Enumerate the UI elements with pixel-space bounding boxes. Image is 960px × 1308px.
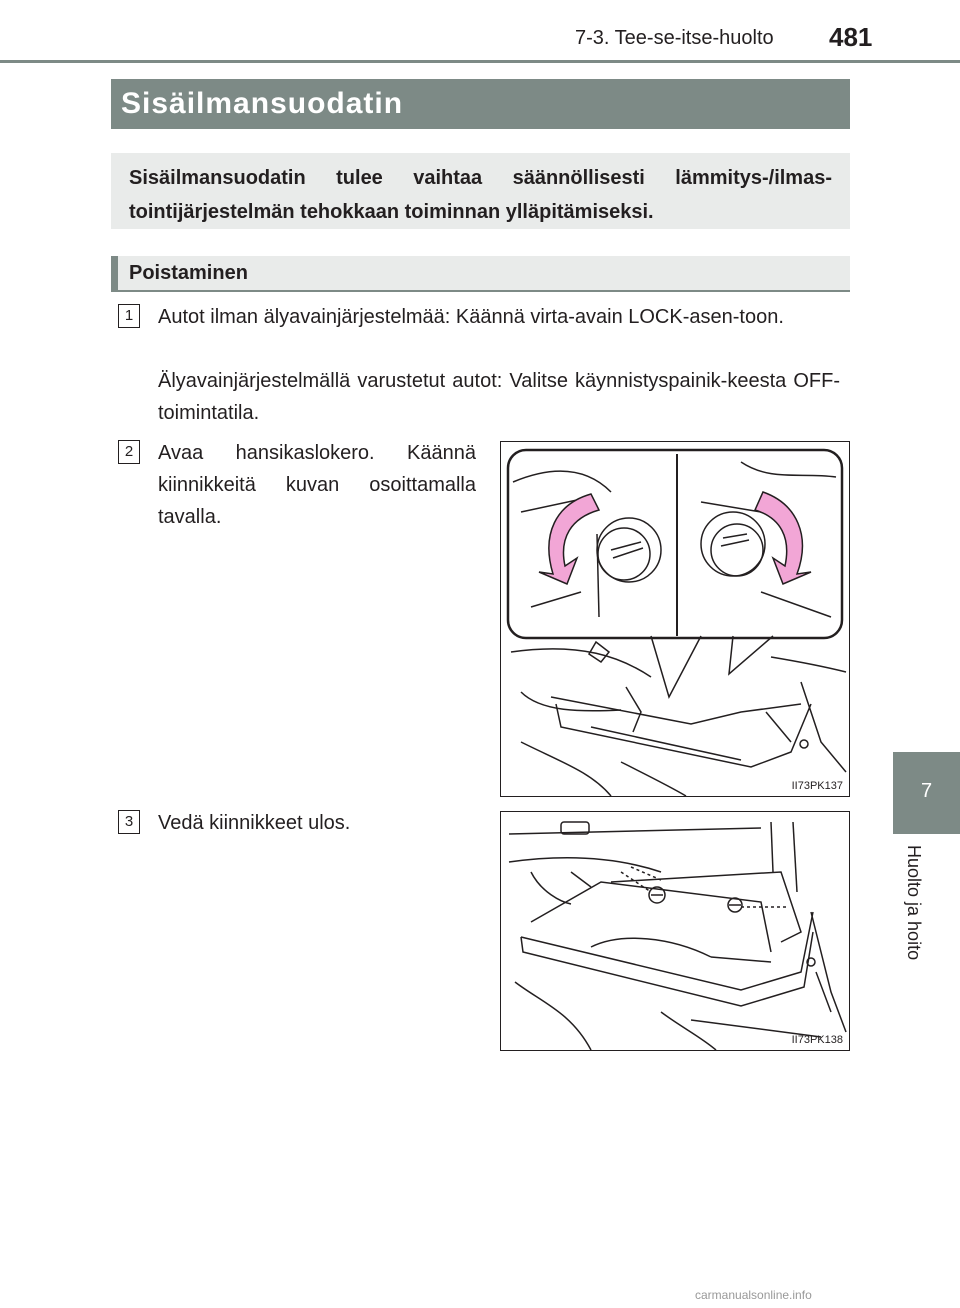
figure-2-code: II73PK138 (791, 1034, 843, 1046)
subheading-accent (111, 256, 118, 290)
figure-2-illustration (501, 812, 849, 1050)
step-1-text: Autot ilman älyavainjärjestelmää: Käännä virta-avain LOCK-asen-toon. (158, 306, 784, 328)
figure-2 (500, 811, 850, 1051)
header-rule (0, 60, 960, 63)
page-title: Sisäilmansuodatin (121, 87, 404, 120)
title-bar (111, 79, 850, 129)
step-3-number: 3 (118, 810, 140, 834)
figure-1 (500, 441, 850, 797)
figure-1-illustration (501, 442, 849, 796)
chapter-number: 7 (920, 780, 933, 802)
footer-watermark: carmanualsonline.info (695, 1288, 812, 1302)
intro-text: Sisäilmansuodatin tulee vaihtaa säännöllisesti lämmitys-/ilmas-tointijärjestelmän tehokkaan toiminnan ylläpitämiseksi. (129, 167, 832, 223)
section-header: 7-3. Tee-se-itse-huolto (575, 27, 774, 49)
chapter-tab (893, 752, 960, 834)
step-1-text-2: Älyavainjärjestelmällä varustetut autot: Valitse käynnistyspainik-keesta OFF-toimintatila. (158, 370, 840, 424)
step-3-text: Vedä kiinnikkeet ulos. (158, 812, 351, 834)
step-1-number: 1 (118, 304, 140, 328)
subheading-box (111, 256, 850, 292)
subheading: Poistaminen (129, 262, 248, 284)
step-2-number: 2 (118, 440, 140, 464)
figure-1-code: II73PK137 (791, 780, 843, 792)
chapter-label: Huolto ja hoito (904, 845, 924, 961)
intro-box (111, 153, 850, 229)
chapter-label-box (900, 845, 926, 975)
step-2-text: Avaa hansikaslokero. Käännä kiinnikkeitä kuvan osoittamalla tavalla. (158, 442, 476, 528)
page-number: 481 (829, 22, 873, 52)
